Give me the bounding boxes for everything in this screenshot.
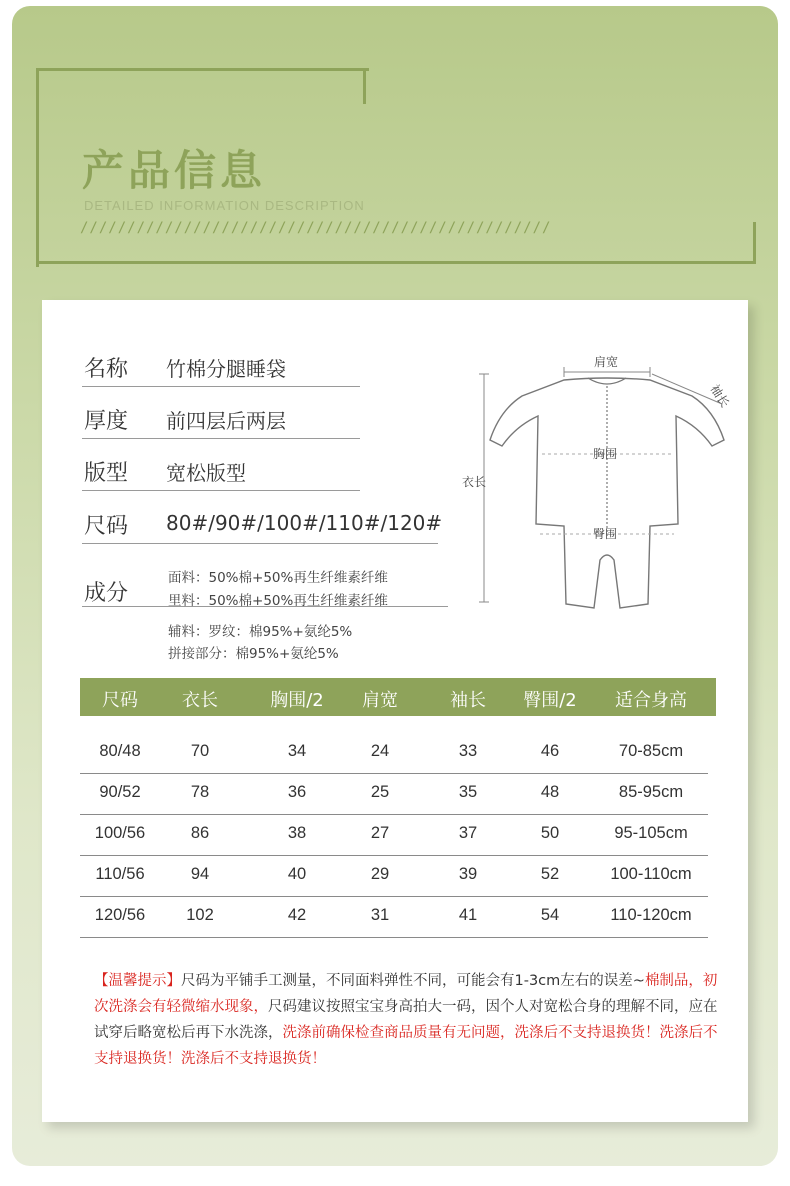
notice-warning: 洗涤前确保检查商品质量有无问题，洗涤后不支持退换货！洗涤后不支持退换货！洗涤后不支持退换货！ — [94, 1025, 718, 1067]
diagram-label-hip: 臀围 — [593, 527, 618, 541]
table-header-cell: 衣长 — [182, 690, 218, 711]
table-cell: 27 — [370, 824, 390, 842]
spec-row-thickness — [82, 400, 360, 439]
diagram-label-length: 衣长 — [462, 475, 487, 489]
composition-line: 辅料：罗纹：棉95%+氨纶5% — [168, 624, 353, 640]
table-cell: 70 — [190, 742, 210, 760]
table-header-cell: 臀围/2 — [523, 690, 577, 711]
header-frame-bottom — [36, 261, 756, 264]
table-row — [80, 773, 708, 815]
table-cell: 110/56 — [95, 865, 145, 883]
spec-label: 版型 — [84, 461, 129, 486]
spec-label: 名称 — [84, 357, 129, 382]
table-header-cell: 肩宽 — [362, 690, 398, 711]
table-row — [80, 896, 708, 938]
spec-row-fit — [82, 452, 360, 491]
table-row — [80, 732, 708, 774]
table-cell: 48 — [540, 783, 560, 801]
table-header-cell: 袖长 — [450, 690, 486, 711]
table-cell: 34 — [287, 742, 307, 760]
table-cell: 80/48 — [99, 742, 141, 760]
header-frame-edge — [363, 68, 366, 104]
spec-value: 80#/90#/100#/110#/120# — [166, 511, 443, 535]
table-cell: 120/56 — [94, 906, 146, 924]
table-cell: 110-120cm — [610, 906, 692, 924]
decorative-slashes: ////////////////////////////////////////////////// — [80, 220, 552, 236]
spec-row-size — [82, 505, 443, 544]
page-subtitle: DETAILED INFORMATION DESCRIPTION — [84, 198, 365, 213]
notice-text: 尺码建议按照宝宝身高拍大一码，因个人对宽松合身的理解不同，应在试穿后略宽松后再下水洗涤， — [94, 999, 718, 1041]
table-row — [80, 855, 708, 897]
notice-warning: 棉制品，初次洗涤会有轻微缩水现象， — [94, 973, 718, 1015]
table-cell: 41 — [458, 906, 478, 924]
table-cell: 78 — [190, 783, 210, 801]
spec-value: 宽松版型 — [166, 461, 246, 485]
care-notice — [94, 968, 724, 1072]
table-cell: 54 — [540, 906, 560, 924]
table-cell: 90/52 — [99, 783, 141, 801]
diagram-label-shoulder: 肩宽 — [594, 355, 619, 369]
table-cell: 35 — [458, 783, 478, 801]
spec-value: 前四层后两层 — [166, 409, 286, 433]
table-cell: 33 — [458, 742, 478, 760]
table-cell: 94 — [190, 865, 210, 883]
table-cell: 37 — [458, 824, 478, 842]
page-title: 产品信息 — [82, 146, 267, 195]
table-cell: 52 — [540, 865, 560, 883]
spec-label: 成分 — [84, 581, 129, 606]
table-cell: 85-95cm — [618, 783, 684, 801]
spec-row-name — [82, 348, 360, 387]
spec-label: 尺码 — [84, 514, 129, 539]
diagram-label-chest: 胸围 — [593, 447, 618, 461]
diagram-label-sleeve: 袖长 — [707, 382, 733, 410]
notice-tag: 【温馨提示】 — [94, 973, 181, 989]
info-card — [42, 300, 748, 1122]
table-header-cell: 适合身高 — [615, 690, 687, 711]
notice-text: 尺码为平铺手工测量，不同面料弹性不同，可能会有1-3cm左右的误差~ — [181, 973, 645, 989]
composition-line: 里料：50%棉+50%再生纤维素纤维 — [168, 593, 388, 609]
table-cell: 38 — [287, 824, 307, 842]
table-cell: 40 — [287, 865, 307, 883]
header-frame-corner — [753, 222, 756, 264]
table-cell: 95-105cm — [614, 824, 688, 842]
table-header-cell: 尺码 — [102, 690, 138, 711]
table-cell: 39 — [458, 865, 478, 883]
table-cell: 100/56 — [94, 824, 146, 842]
table-cell: 100-110cm — [610, 865, 692, 883]
table-header-cell: 胸围/2 — [270, 690, 324, 711]
size-table-header — [80, 678, 716, 716]
table-cell: 42 — [287, 906, 307, 924]
table-cell: 50 — [540, 824, 560, 842]
table-cell: 102 — [186, 906, 214, 924]
table-cell: 86 — [190, 824, 210, 842]
garment-diagram — [452, 346, 742, 616]
table-cell: 36 — [287, 783, 307, 801]
table-cell: 46 — [540, 742, 560, 760]
composition-line: 面料：50%棉+50%再生纤维素纤维 — [168, 570, 388, 586]
spec-label: 厚度 — [84, 409, 129, 434]
table-row — [80, 814, 708, 856]
spec-value: 竹棉分腿睡袋 — [166, 357, 286, 381]
table-cell: 70-85cm — [618, 742, 684, 760]
table-cell: 31 — [370, 906, 390, 924]
composition-line: 拼接部分：棉95%+氨纶5% — [168, 646, 339, 662]
table-cell: 25 — [370, 783, 390, 801]
table-cell: 29 — [370, 865, 390, 883]
table-cell: 24 — [370, 742, 390, 760]
